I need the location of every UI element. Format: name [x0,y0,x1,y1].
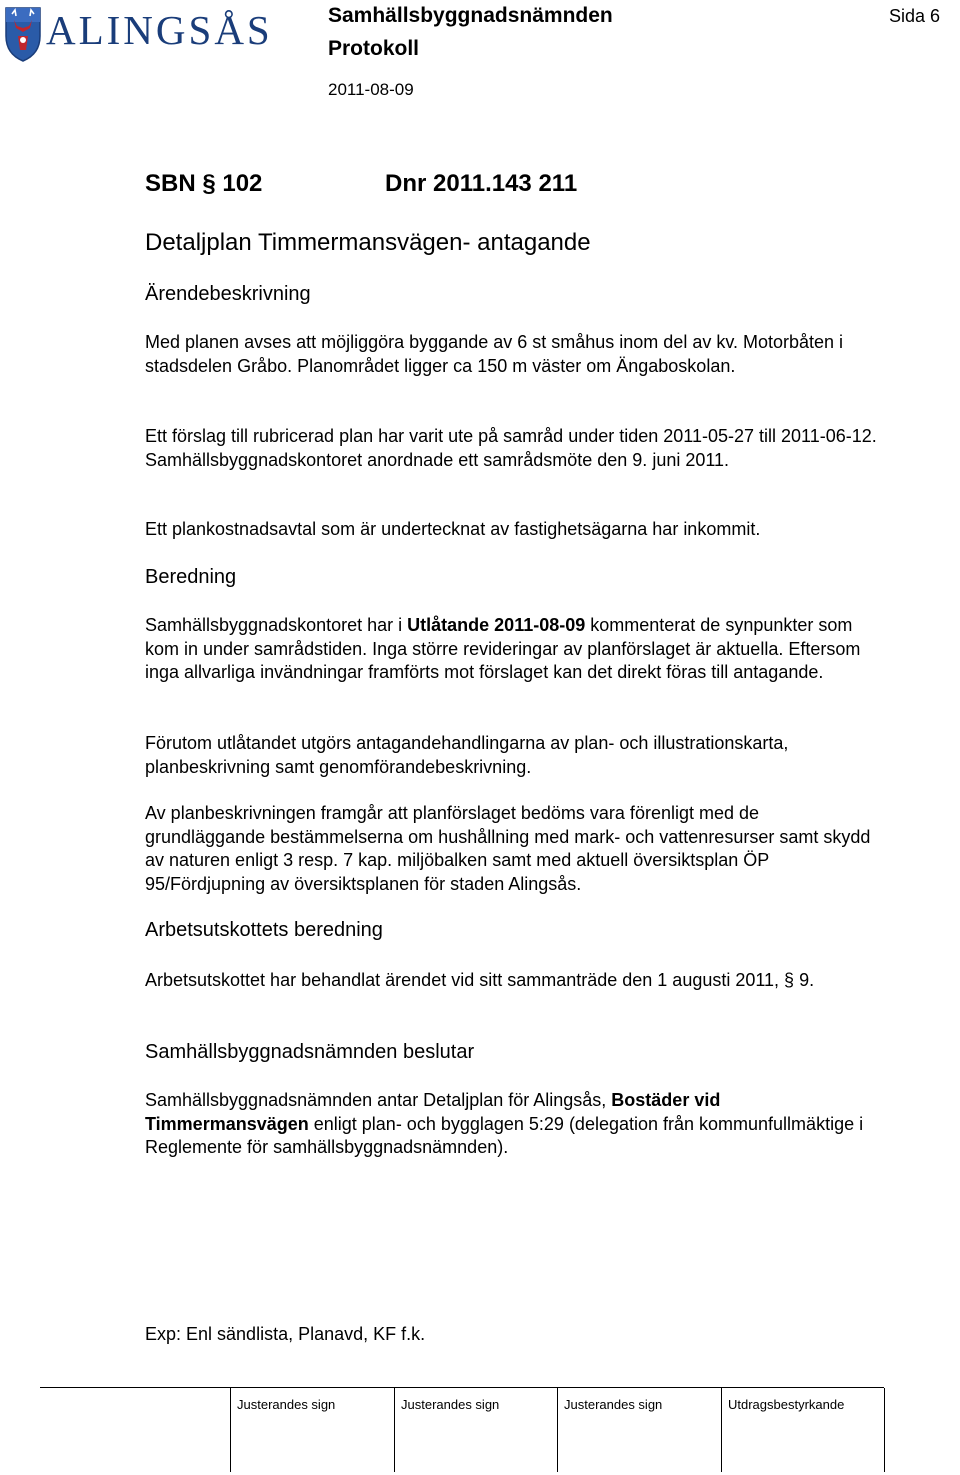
heading-beslut: Samhällsbyggnadsnämnden beslutar [145,1041,475,1063]
heading-arendebeskrivning: Ärendebeskrivning [145,283,311,305]
text-run: Samhällsbyggnadskontoret har i [145,615,408,635]
footer-divider [721,1388,722,1472]
footer-divider [884,1388,885,1472]
signature-label: Justerandes sign [401,1397,500,1412]
footer-rule [40,1387,884,1388]
paragraph-beredning-2: Förutom utlåtandet utgörs antagandehandlingarna av plan- och illustrationskarta, planbeskrivning samt genomförandebeskrivning. [145,733,789,777]
paragraph-arende-1: Med planen avses att möjliggöra byggande av 6 st småhus inom del av kv. Motorbåten i stadsdelen Gråbo. Planområdet ligger ca 150 m väster om Ängaboskolan. [145,332,844,376]
text-run: Samhällsbyggnadsnämnden antar Detaljplan för Alingsås, [145,1090,612,1110]
footer-divider [557,1388,558,1472]
coat-of-arms-icon [4,6,42,62]
text-run: enligt plan- och bygglagen 5:29 (delegation från kommunfullmäktige i Reglemente för samhällsbyggnadsnämnden). [145,1113,864,1157]
paragraph-au-1: Arbetsutskottet har behandlat ärendet vid sitt sammanträde den 1 augusti 2011, § 9. [145,970,815,990]
heading-arbetsutskottet: Arbetsutskottets beredning [145,919,383,941]
logo-wordmark: ALINGSÅS [46,7,273,53]
sbn-number: SBN § 102 [145,170,263,197]
paragraph-beredning-3: Av planbeskrivningen framgår att planförslaget bedöms vara förenligt med de grundläggande bestämmelserna om hushållning med mark- och vattenresurser samt skydd av naturen enligt 3 resp. 7 kap. miljöbalken samt med aktuell översiktsplan ÖP 95/Fördjupning av översiktsplanen för staden Alingsås. [145,803,871,894]
alingsas-logo [4,6,304,66]
text-run: kommenterat de synpunkter som kom in under samrådstiden. Inga större revideringar av planförslaget är aktuella. Eftersom inga allvarliga invändningar framförts mot förslaget kan det direkt föras till antagande. [145,615,861,682]
paragraph-beslut-1 [145,1089,880,1160]
case-title: Detaljplan Timmermansvägen- antagande [145,229,591,256]
footer-divider [394,1388,395,1472]
signature-label: Justerandes sign [564,1397,663,1412]
dnr-number: Dnr 2011.143 211 [385,170,578,197]
utlatande-reference: Utlåtande 2011-08-09 [407,615,586,635]
page-number: Sida 6 [888,6,940,26]
committee-name: Samhällsbyggnadsnämnden [328,4,613,27]
paragraph-beredning-1 [145,614,880,685]
plan-name: Bostäder vid Timmermansvägen [145,1090,721,1134]
certification-label: Utdragsbestyrkande [728,1397,845,1412]
signature-label: Justerandes sign [237,1397,336,1412]
paragraph-arende-2: Ett förslag till rubricerad plan har varit ute på samråd under tiden 2011-05-27 till 2011-06-12. Samhällsbyggnadskontoret anordnade ett samrådsmöte den 9. juni 2011. [145,426,877,470]
document-date: 2011-08-09 [328,80,414,99]
document-type: Protokoll [328,37,420,60]
paragraph-arende-3: Ett plankostnadsavtal som är undertecknat av fastighetsägarna har inkommit. [145,519,761,539]
heading-beredning: Beredning [145,566,237,588]
footer-divider [230,1388,231,1472]
expedition-list: Exp: Enl sändlista, Planavd, KF f.k. [145,1324,426,1344]
case-reference [145,170,578,198]
